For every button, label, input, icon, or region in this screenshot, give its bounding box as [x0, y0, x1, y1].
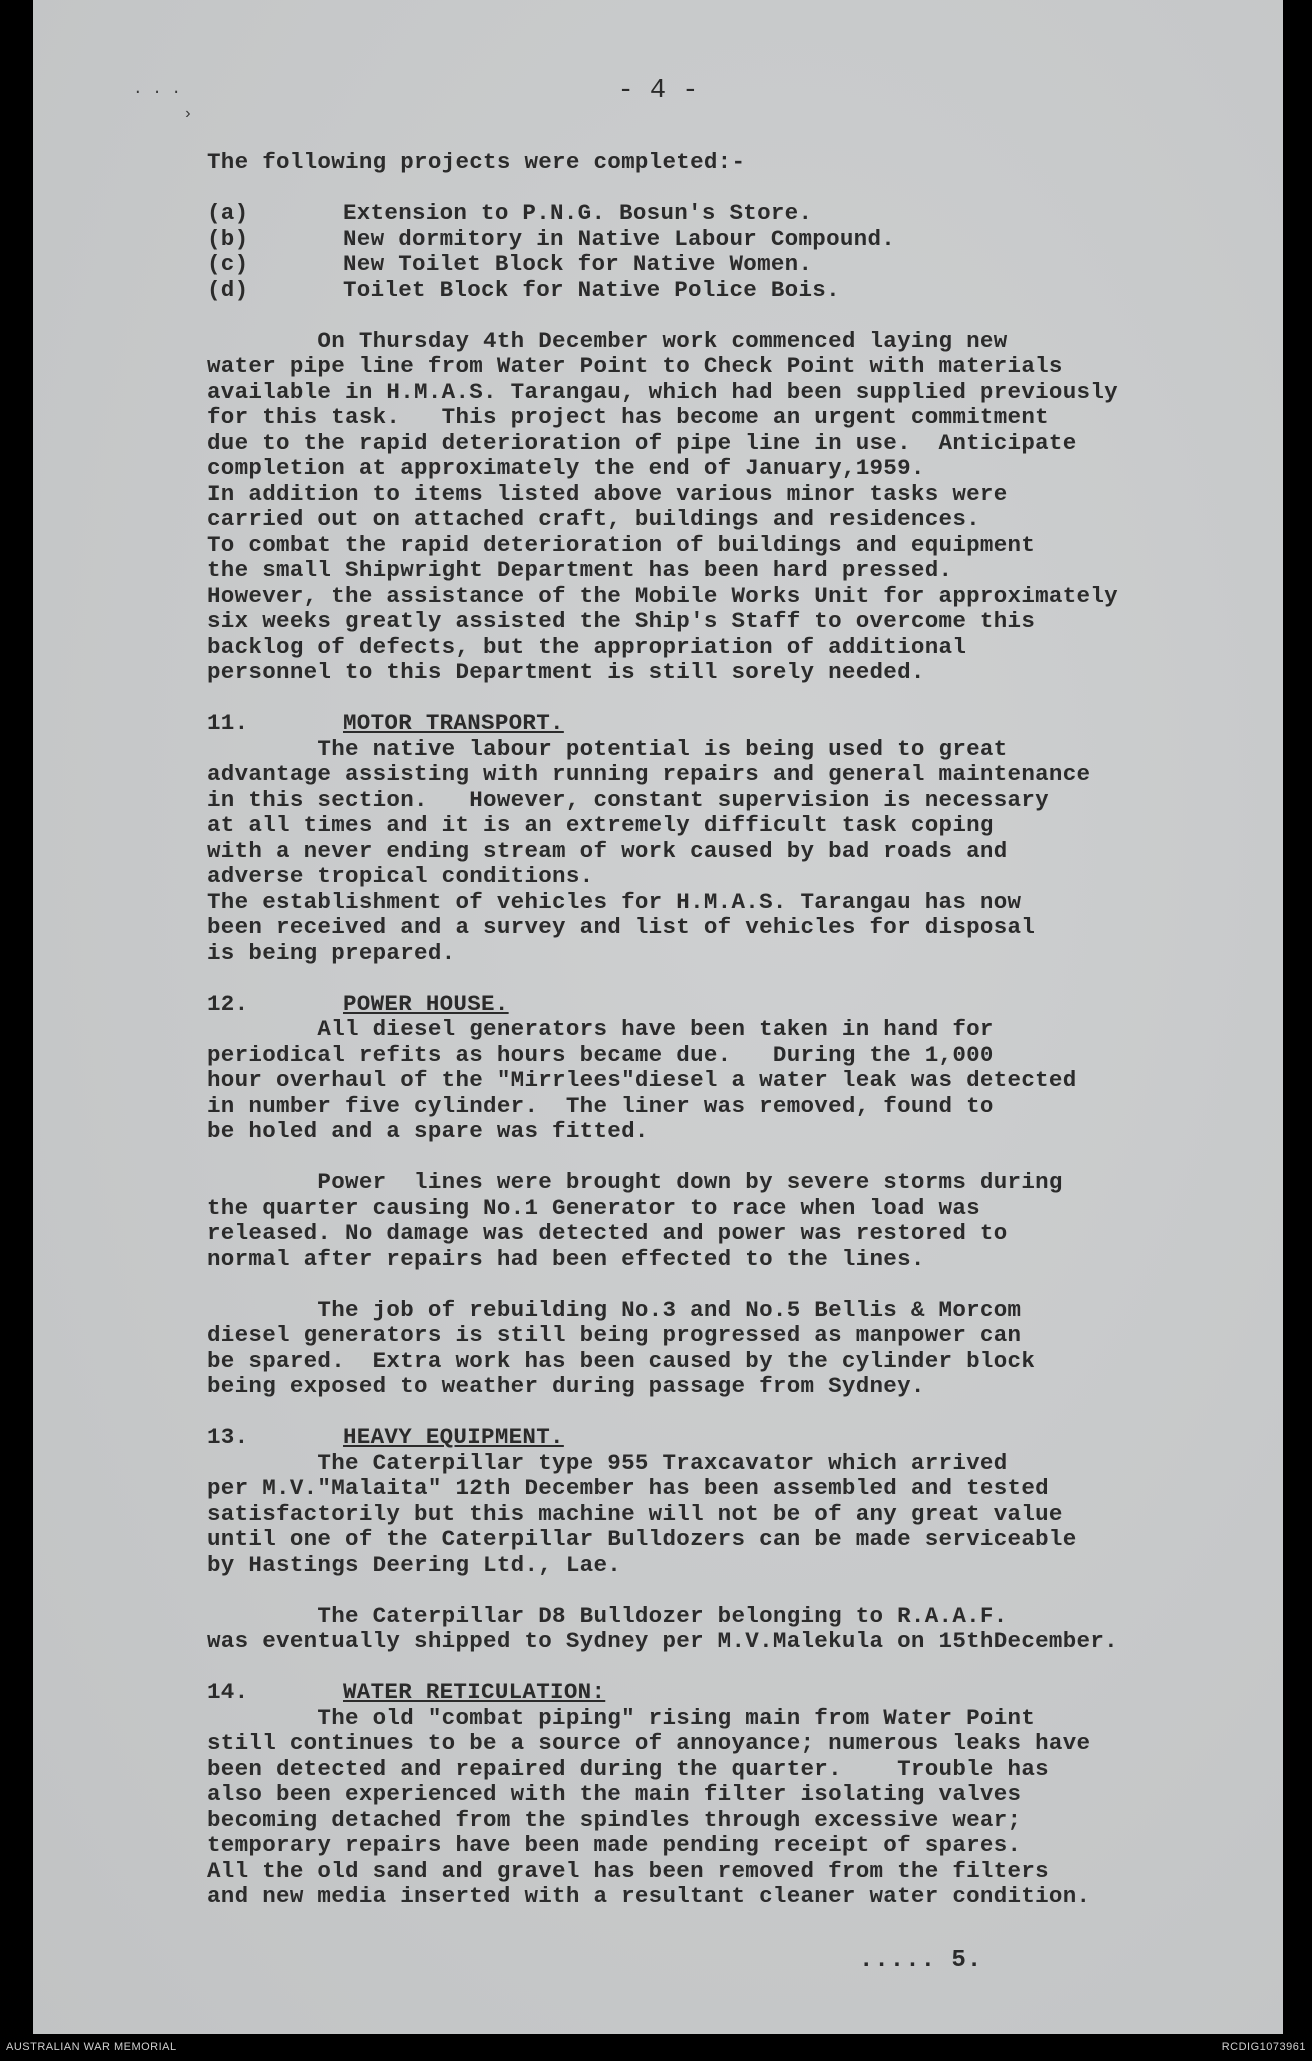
section-heading	[207, 1425, 1267, 1451]
punch-mark: . . .	[133, 80, 182, 98]
text-line: be holed and a spare was fitted.	[207, 1118, 649, 1144]
text-line: temporary repairs have been made pending receipt of spares.	[207, 1832, 1022, 1858]
spacer	[207, 1655, 1267, 1681]
text-line: and new media inserted with a resultant cleaner water condition.	[207, 1883, 1091, 1909]
projects-list	[207, 201, 1267, 303]
page-number: - 4 -	[617, 76, 699, 106]
text-line: being exposed to weather during passage from Sydney.	[207, 1373, 925, 1399]
section-heading	[207, 1680, 1267, 1706]
text-line: at all times and it is an extremely difficult task coping	[207, 812, 994, 838]
text-line: is being prepared.	[207, 939, 456, 966]
punch-mark: ›	[183, 105, 193, 123]
text-line: for this task. This project has become an urgent commitment	[207, 404, 1049, 430]
project-label: (a)	[207, 200, 249, 226]
section-heading	[207, 711, 1267, 737]
section-title: MOTOR TRANSPORT.	[343, 710, 564, 736]
text-line: carried out on attached craft, buildings and residences.	[207, 506, 980, 532]
text-line: The old "combat piping" rising main from Water Point	[207, 1704, 1036, 1731]
text-line: The establishment of vehicles for H.M.A.S. Tarangau has now	[207, 888, 1022, 915]
text-line: in number five cylinder. The liner was removed, found to	[207, 1092, 994, 1119]
spacer	[207, 1272, 1267, 1298]
project-item	[207, 278, 1267, 304]
text-line: due to the rapid deterioration of pipe line in use. Anticipate	[207, 429, 1077, 456]
project-text: Extension to P.N.G. Bosun's Store.	[343, 200, 813, 226]
sections	[207, 686, 1267, 1910]
text-line: completion at approximately the end of January,1959.	[207, 455, 925, 481]
section-heading	[207, 992, 1267, 1018]
text-line: normal after repairs had been effected to the lines.	[207, 1245, 925, 1272]
spacer	[207, 1578, 1267, 1604]
text-line: the quarter causing No.1 Generator to race when load was	[207, 1194, 980, 1221]
footer-archive-name: AUSTRALIAN WAR MEMORIAL	[6, 2041, 177, 2053]
project-item	[207, 227, 1267, 253]
text-line: On Thursday 4th December work commenced laying new	[207, 327, 1008, 354]
text-line: The Caterpillar D8 Bulldozer belonging to R.A.A.F.	[207, 1602, 1008, 1629]
project-text: New dormitory in Native Labour Compound.	[343, 225, 896, 252]
intro-line: The following projects were completed:-	[207, 149, 746, 175]
text-line: The native labour potential is being used to great	[207, 735, 1008, 762]
section-title: WATER RETICULATION:	[343, 1679, 606, 1705]
section-number: 14.	[207, 1679, 249, 1705]
text-line: To combat the rapid deterioration of buildings and equipment	[207, 531, 1036, 558]
section-title: POWER HOUSE.	[343, 990, 509, 1017]
text-line: still continues to be a source of annoyance; numerous leaks have	[207, 1730, 1091, 1756]
project-label: (c)	[207, 251, 249, 277]
text-line: personnel to this Department is still sorely needed.	[207, 659, 925, 685]
text-line: backlog of defects, but the appropriation of additional	[207, 633, 967, 660]
project-item	[207, 252, 1267, 278]
section-number: 13.	[207, 1424, 249, 1450]
project-text: New Toilet Block for Native Women.	[343, 251, 813, 277]
spacer	[207, 686, 1267, 712]
project-label: (b)	[207, 225, 249, 252]
text-line: in this section. However, constant supervision is necessary	[207, 786, 1049, 813]
project-item	[207, 201, 1267, 227]
text-line: All the old sand and gravel has been removed from the filters	[207, 1857, 1049, 1884]
text-line: be spared. Extra work has been caused by the cylinder block	[207, 1347, 1036, 1374]
text-line: advantage assisting with running repairs and general maintenance	[207, 761, 1091, 787]
text-line: The Caterpillar type 955 Traxcavator which arrived	[207, 1449, 1008, 1476]
text-line: also been experienced with the main filter isolating valves	[207, 1781, 1022, 1807]
text-line: diesel generators is still being progressed as manpower can	[207, 1322, 1022, 1348]
section-title: HEAVY EQUIPMENT.	[343, 1424, 564, 1450]
text-line: satisfactorily but this machine will not be of any great value	[207, 1500, 1063, 1527]
text-line: The job of rebuilding No.3 and No.5 Bellis & Morcom	[207, 1296, 1022, 1323]
text-line: the small Shipwright Department has been hard pressed.	[207, 557, 953, 583]
text-line: until one of the Caterpillar Bulldozers can be made serviceable	[207, 1526, 1077, 1552]
text-line: water pipe line from Water Point to Check Point with materials	[207, 353, 1063, 379]
text-line: released. No damage was detected and power was restored to	[207, 1220, 1008, 1246]
text-line: hour overhaul of the "Mirrlees"diesel a water leak was detected	[207, 1067, 1077, 1093]
spacer	[207, 1400, 1267, 1426]
text-line: adverse tropical conditions.	[207, 863, 594, 889]
spacer	[207, 1145, 1267, 1171]
text-line: six weeks greatly assisted the Ship's Staff to overcome this	[207, 608, 1036, 634]
section-number: 12.	[207, 990, 249, 1017]
footer-archive-id: RCDIG1073961	[1221, 2041, 1306, 2053]
text-line: becoming detached from the spindles through excessive wear;	[207, 1806, 1022, 1833]
text-line: been received and a survey and list of vehicles for disposal	[207, 914, 1036, 940]
text-line: Power lines were brought down by severe storms during	[207, 1169, 1063, 1195]
text-line: was eventually shipped to Sydney per M.V.Malekula on 15thDecember.	[207, 1628, 1118, 1654]
text-line: available in H.M.A.S. Tarangau, which had been supplied previously	[207, 378, 1118, 405]
document-body	[207, 150, 1267, 1910]
text-line: with a never ending stream of work caused by bad roads and	[207, 837, 1008, 864]
text-line: per M.V."Malaita" 12th December has been assembled and tested	[207, 1475, 1049, 1501]
project-label: (d)	[207, 276, 249, 303]
document-page	[33, 0, 1283, 2034]
continuation-marker: ..... 5.	[859, 1947, 983, 1974]
text-line: In addition to items listed above various minor tasks were	[207, 480, 1008, 507]
text-line: All diesel generators have been taken in hand for	[207, 1016, 994, 1042]
spacer	[207, 966, 1267, 992]
text-line: been detected and repaired during the quarter. Trouble has	[207, 1755, 1049, 1782]
text-line: periodical refits as hours became due. During the 1,000	[207, 1041, 994, 1068]
section-number: 11.	[207, 710, 249, 736]
paragraph-pipeline	[207, 329, 1267, 686]
text-line: However, the assistance of the Mobile Works Unit for approximately	[207, 582, 1118, 609]
project-text: Toilet Block for Native Police Bois.	[343, 276, 840, 303]
text-line: by Hastings Deering Ltd., Lae.	[207, 1551, 622, 1578]
